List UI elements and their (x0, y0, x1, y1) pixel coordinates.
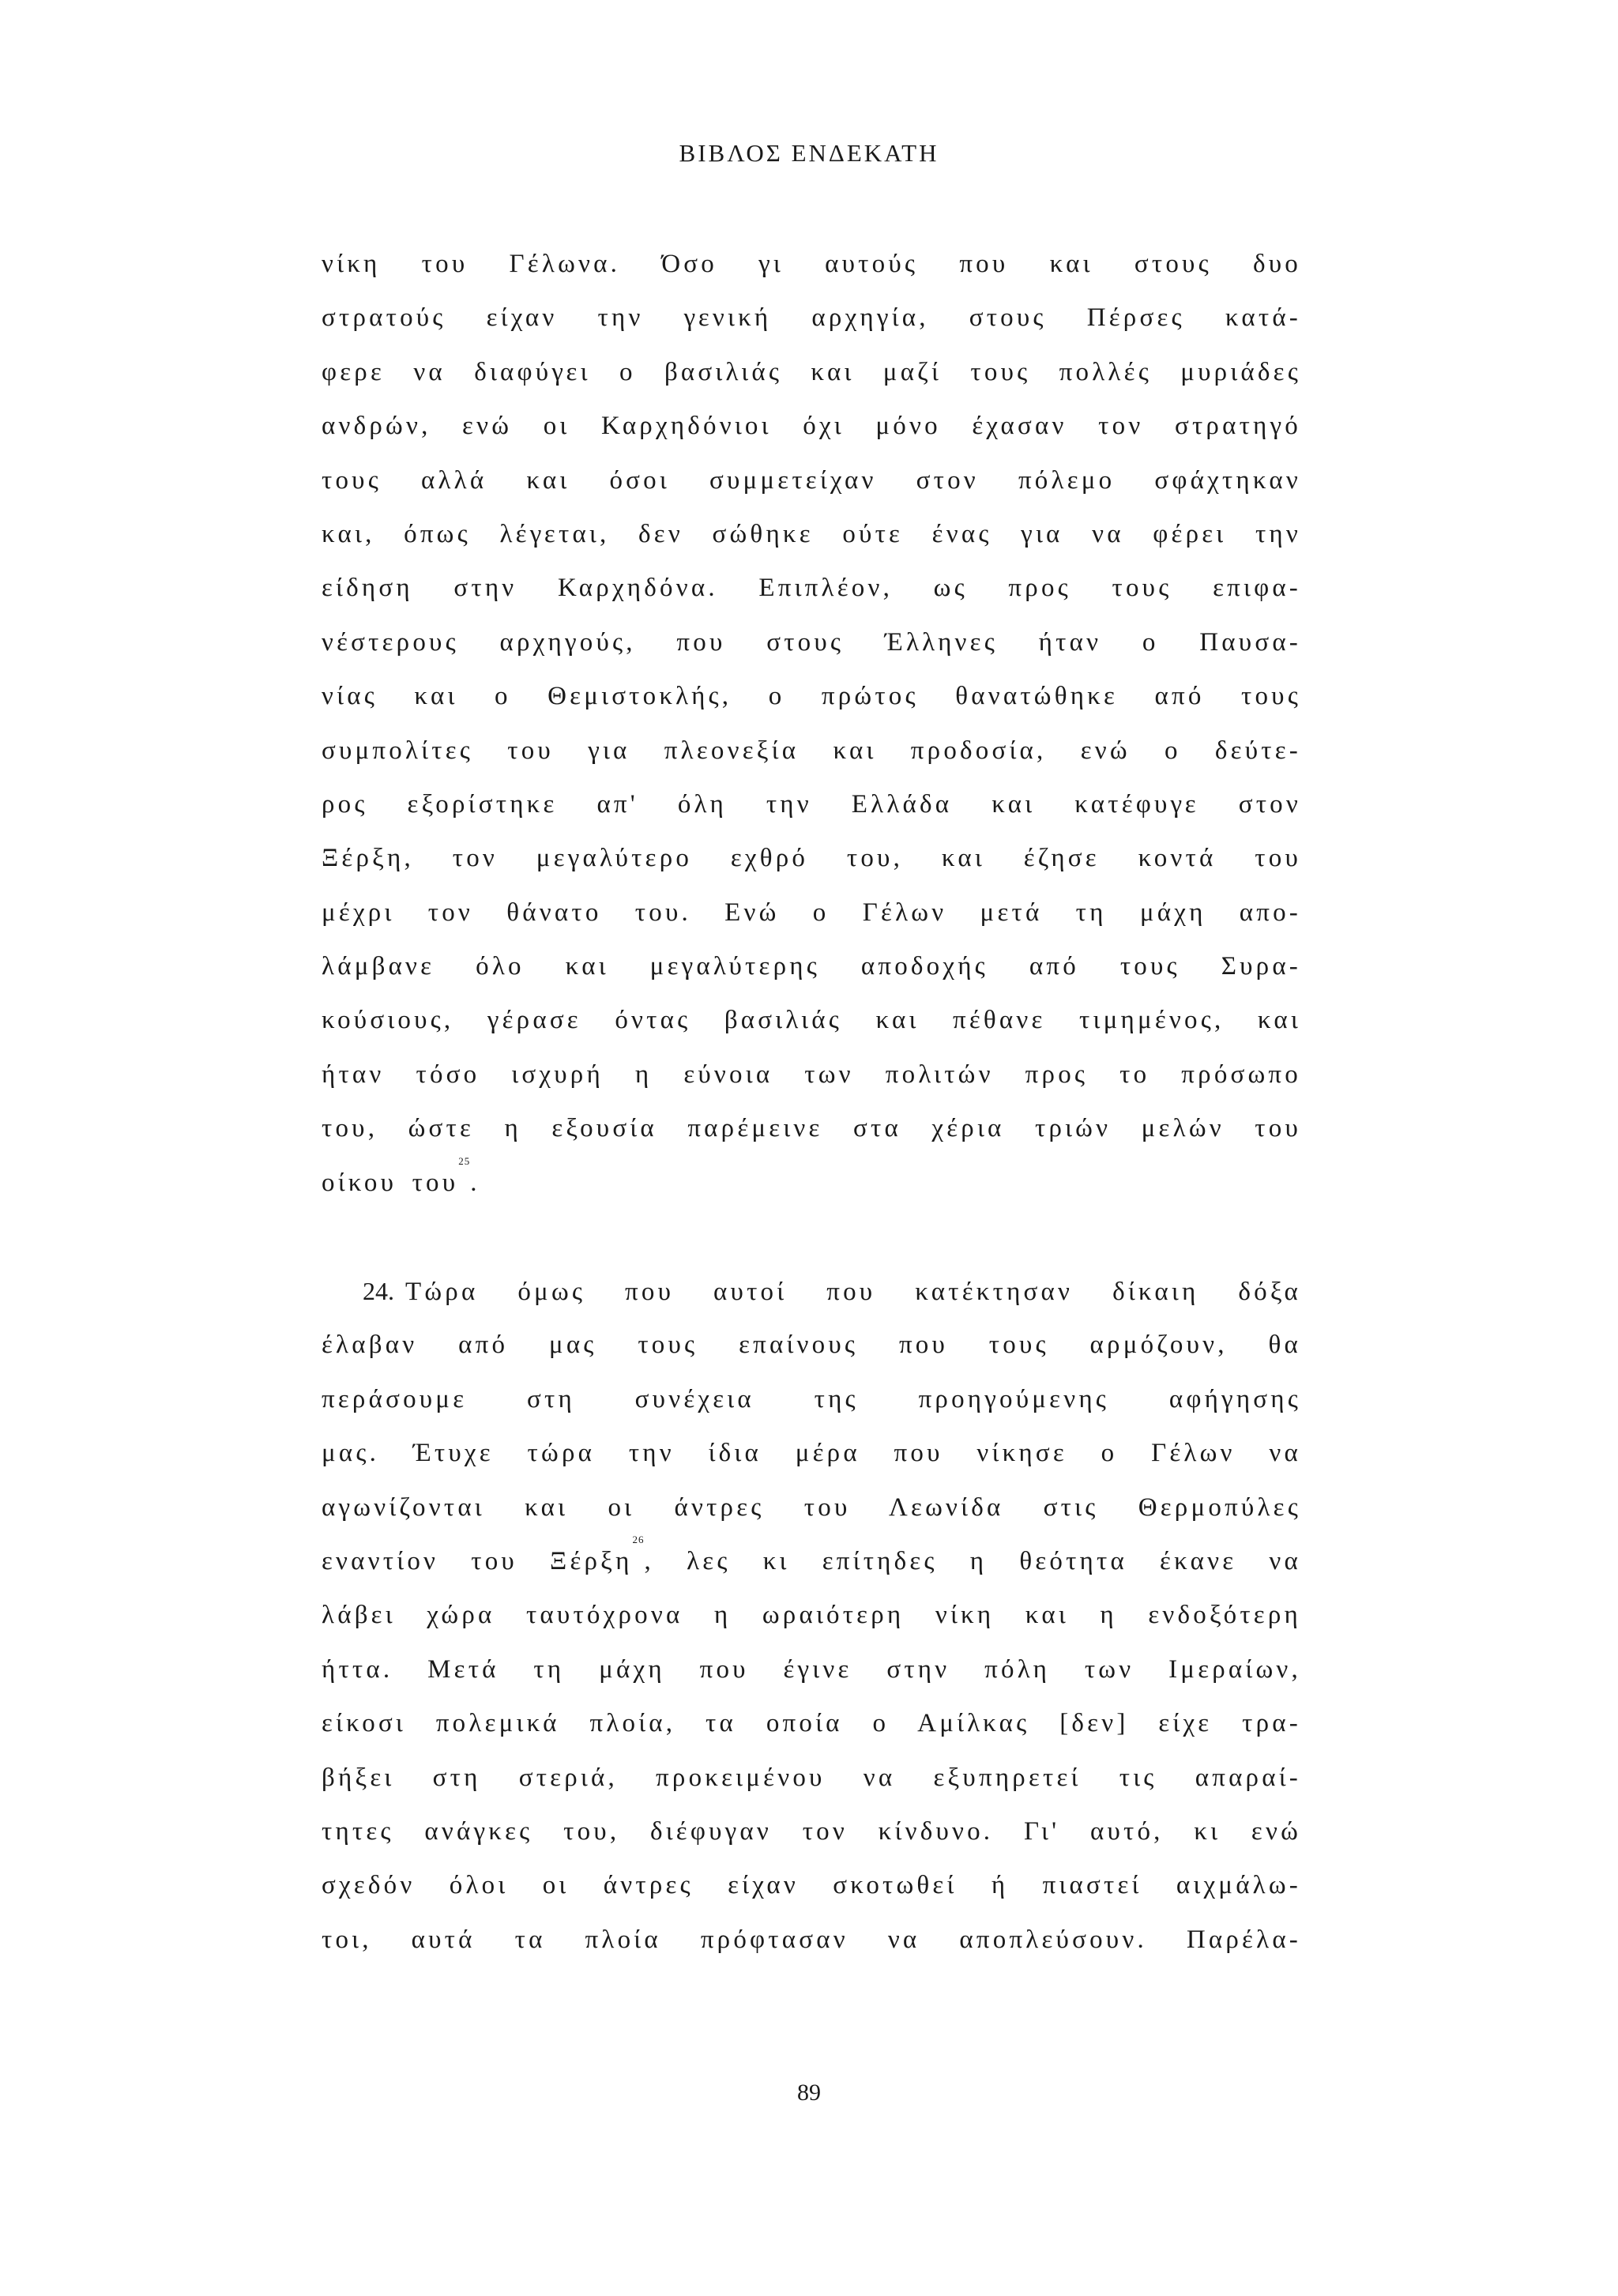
footnote-marker: 26 (632, 1533, 645, 1545)
text-line: είκοσι πολεμικά πλοία, τα οποία ο Αμίλκας [δεν] είχε τρα- (322, 1709, 1301, 1738)
paragraph-24 (322, 1264, 1301, 1967)
text-line: τητες ανάγκες του, διέφυγαν τον κίνδυνο. Γι' αυτό, κι ενώ (322, 1816, 1301, 1846)
note-line-before: εναντίον του Ξέρξη (322, 1546, 633, 1575)
text-line: ήττα. Μετά τη μάχη που έγινε στην πόλη των Ιμεραίων, (322, 1654, 1301, 1684)
paragraph-gap (322, 1210, 1301, 1264)
text-line: είδηση στην Καρχηδόνα. Επιπλέον, ως προς τους επιφα- (322, 574, 1301, 603)
text-line: λάβει χώρα ταυτόχρονα η ωραιότερη νίκη και η ενδοξότερη (322, 1601, 1301, 1630)
text-line-first (322, 1264, 1301, 1318)
text-line: βήξει στη στεριά, προκειμένου να εξυπηρετεί τις απαραί- (322, 1763, 1301, 1792)
text-line: του, ώστε η εξουσία παρέμεινε στα χέρια τριών μελών του (322, 1114, 1301, 1143)
text-line: τους αλλά και όσοι συμμετείχαν στον πόλεμο σφάχτηκαν (322, 465, 1301, 495)
text-line: περάσουμε στη συνέχεια της προηγούμενης αφήγησης (322, 1384, 1301, 1413)
paragraph-number: 24. (363, 1277, 394, 1306)
text-line: σχεδόν όλοι οι άντρες είχαν σκοτωθεί ή πιαστεί αιχμάλω- (322, 1871, 1301, 1900)
text-line: συμπολίτες του για πλεονεξία και προδοσία, ενώ ο δεύτε- (322, 736, 1301, 765)
text-line: και, όπως λέγεται, δεν σώθηκε ούτε ένας για να φέρει την (322, 519, 1301, 548)
text-line: αγωνίζονται και οι άντρες του Λεωνίδα στις Θερμοπύλες (322, 1492, 1301, 1522)
text-line: τοι, αυτά τα πλοία πρόφτασαν να αποπλεύσουν. Παρέλα- (322, 1925, 1301, 1954)
text-line: κούσιους, γέρασε όντας βασιλιάς και πέθανε τιμημένος, και (322, 1006, 1301, 1035)
last-line-end: . (470, 1168, 480, 1197)
text-line: ανδρών, ενώ οι Καρχηδόνιοι όχι μόνο έχασαν τον στρατηγό (322, 412, 1301, 441)
last-line-text: οίκου του (322, 1168, 459, 1197)
text-line: ρος εξορίστηκε απ' όλη την Ελλάδα και κατέφυγε στον (322, 789, 1301, 819)
text-line: φερε να διαφύγει ο βασιλιάς και μαζί τους πολλές μυριάδες (322, 357, 1301, 386)
text-line: λάμβανε όλο και μεγαλύτερης αποδοχής από τους Συρα- (322, 952, 1301, 981)
text-line: στρατούς είχαν την γενική αρχηγία, στους Πέρσες κατά- (322, 303, 1301, 333)
text-line: έλαβαν από μας τους επαίνους που τους αρμόζουν, θα (322, 1331, 1301, 1360)
text-line: Ξέρξη, τον μεγαλύτερο εχθρό του, και έζησε κοντά του (322, 844, 1301, 873)
body-text (322, 237, 1301, 1967)
running-head: ΒΙΒΛΟΣ ΕΝΔΕΚΑΤΗ (679, 139, 939, 167)
text-line: μας. Έτυχε τώρα την ίδια μέρα που νίκησε ο Γέλων να (322, 1439, 1301, 1468)
text-line-with-note (322, 1534, 1301, 1588)
text-line: νίκη του Γέλωνα. Όσο γι αυτούς που και στους δυο (322, 250, 1301, 278)
first-line-text: Τώρα όμως που αυτοί που κατέκτησαν δίκαιη δόξα (405, 1278, 1301, 1307)
note-line-after: , λες κι επίτηδες η θεότητα έκανε να (644, 1546, 1301, 1575)
text-line: μέχρι τον θάνατο του. Ενώ ο Γέλων μετά τη μάχη απο- (322, 898, 1301, 927)
page-number: 89 (797, 2080, 821, 2106)
text-line: ήταν τόσο ισχυρή η εύνοια των πολιτών προς το πρόσωπο (322, 1060, 1301, 1089)
paragraph-continuation (322, 237, 1301, 1210)
text-line: νέστερους αρχηγούς, που στους Έλληνες ήταν ο Παυσα- (322, 627, 1301, 657)
footnote-marker: 25 (458, 1154, 471, 1167)
text-line: νίας και ο Θεμιστοκλής, ο πρώτος θανατώθηκε από τους (322, 682, 1301, 711)
text-line-last (322, 1156, 1301, 1210)
